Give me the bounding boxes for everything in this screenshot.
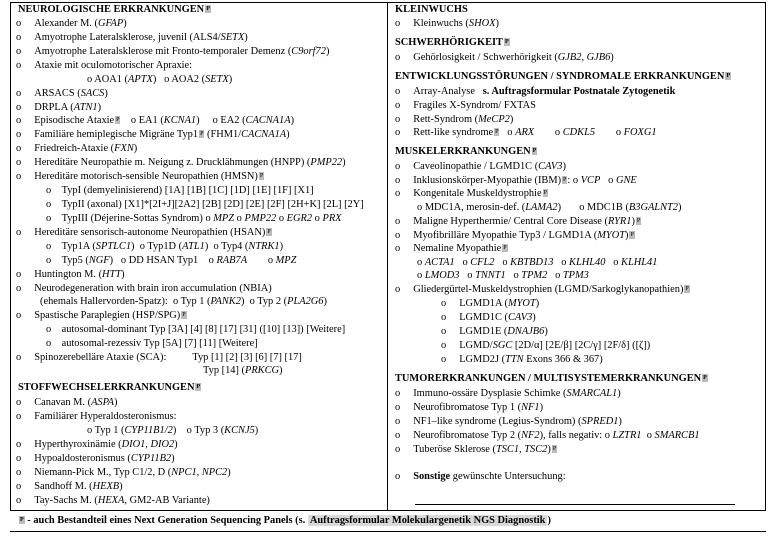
section-neurological: NEUROLOGISCHE ERKRANKUNGEN P xyxy=(18,4,210,15)
checkbox-arsacs[interactable]: o ARSACS (SACS) xyxy=(16,88,108,99)
checkbox-myofibrillar[interactable]: o Myofibrilläre Myopathie Typ3 / LGMD1A (MYOT) P xyxy=(395,230,634,241)
section-kleinwuchs: KLEINWUCHS xyxy=(395,4,468,15)
kongenitale-types[interactable]: o MDC1A, merosin-def. (LAMA2) o MDC1B (B3GALNT2) xyxy=(417,202,682,213)
checkbox-fragile-x[interactable]: o Fragiles X-Syndrom/ FXTAS xyxy=(395,100,536,111)
checkbox-hmsn[interactable]: o Hereditäre motorisch-sensible Neuropathien (HMSN) P xyxy=(16,171,264,182)
checkbox-nemaline[interactable]: o Nemaline Myopathie P xyxy=(395,243,507,254)
checkbox-hnpp[interactable]: o Hereditäre Neuropathie m. Neigung z. Drucklähmungen (HNPP) (PMP22) xyxy=(16,157,346,168)
section-hearing: SCHWERHÖRIGKEIT P xyxy=(395,37,509,48)
hsan-types-2[interactable]: o Typ5 (NGF) o DD HSAN Typ1 o RAB7A o MPZ xyxy=(46,255,297,266)
checkbox-als4[interactable]: o Amyotrophe Lateralsklerose, juvenil (ALS4/SETX) xyxy=(16,32,248,43)
checkbox-aoa[interactable]: o Ataxie mit oculomotorischer Apraxie: xyxy=(16,60,193,71)
checkbox-lgmd1e[interactable]: o LGMD1E (DNAJB6) xyxy=(441,326,548,337)
nemaline-genes-1[interactable]: o ACTA1 o CFL2 o KBTBD13 o KLHL40 o KLHL41 xyxy=(417,257,658,268)
checkbox-hmsn-typ3[interactable]: o TypIII (Déjerine-Sottas Syndrom) o MPZ o PMP22 o EGR2 o PRX xyxy=(46,213,342,224)
checkbox-hyperaldo[interactable]: o Familiärer Hyperaldosteronismus: xyxy=(16,411,177,422)
checkbox-nf2[interactable]: o Neurofibromatose Typ 2 (NF2), falls negativ: o LZTR1 o SMARCB1 xyxy=(395,430,700,441)
frame-bottom xyxy=(10,510,766,511)
checkbox-ibm[interactable]: o Inklusionskörper-Myopathie (IBM) P: o VCP o GNE xyxy=(395,175,637,186)
checkbox-sonstige[interactable]: o Sonstige gewünschte Untersuchung: xyxy=(395,471,566,482)
ngs-form-link[interactable]: Auftragsformular Molekulargenetik NGS Diagnostik xyxy=(309,515,546,526)
checkbox-huntington[interactable]: o Huntington M. (HTT) xyxy=(16,269,125,280)
frame-top xyxy=(10,2,766,3)
sca-types-2[interactable]: Typ [14] (PRKCG) xyxy=(203,365,283,376)
section-muscle: MUSKELERKRANKUNGEN P xyxy=(395,146,537,157)
hsan-types-1[interactable]: o Typ1A (SPTLC1) o Typ1D (ATL1) o Typ4 (NTRK1) xyxy=(46,241,284,252)
checkbox-hyperthyroxinemia[interactable]: o Hyperthyroxinämie (DIO1, DIO2) xyxy=(16,439,178,450)
checkbox-nf1[interactable]: o Neurofibromatose Typ 1 (NF1) xyxy=(395,402,544,413)
checkbox-friedreich[interactable]: o Friedreich-Ataxie (FXN) xyxy=(16,143,138,154)
checkbox-shox[interactable]: o Kleinwuchs (SHOX) xyxy=(395,18,499,29)
checkbox-kongenitale[interactable]: o Kongenitale Muskeldystrophie P xyxy=(395,188,547,199)
hyperaldo-types[interactable]: o Typ 1 (CYP11B1/2) o Typ 3 (KCNJ5) xyxy=(87,425,259,436)
checkbox-array[interactable]: o Array-Analyse s. Auftragsformular Postnatale Zytogenetik xyxy=(395,86,676,97)
checkbox-alexander[interactable]: o Alexander M. (GFAP) xyxy=(16,18,127,29)
checkbox-lgmd[interactable]: o Gliedergürtel-Muskeldystrophien (LGMD/Sarkoglykanopathien) P xyxy=(395,284,689,295)
checkbox-tsc[interactable]: o Tuberöse Sklerose (TSC1, TSC2) P xyxy=(395,444,557,455)
checkbox-hsp[interactable]: o Spastische Paraplegien (HSP/SPG) P xyxy=(16,310,186,321)
checkbox-drpla[interactable]: o DRPLA (ATN1) xyxy=(16,102,102,113)
checkbox-episodic-ataxia[interactable]: o Episodische Ataxie P o EA1 (KCNA1) o EA2 (CACNA1A) xyxy=(16,115,295,126)
nbia-types[interactable]: (ehemals Hallervorden-Spatz): o Typ 1 (PANK2) o Typ 2 (PLA2G6) xyxy=(40,296,327,307)
checkbox-hypoaldo[interactable]: o Hypoaldosteronismus (CYP11B2) xyxy=(16,453,175,464)
checkbox-als-ftd[interactable]: o Amyotrophe Lateralsklerose mit Fronto-temporaler Demenz (C9orf72) xyxy=(16,46,330,57)
checkbox-rett-like[interactable]: o Rett-like syndrome P o ARX o CDKL5 o FOXG1 xyxy=(395,127,657,138)
aoa-subtypes[interactable]: o AOA1 (APTX) o AOA2 (SETX) xyxy=(87,74,233,85)
checkbox-gjb2[interactable]: o Gehörlosigkeit / Schwerhörigkeit (GJB2, GJB6) xyxy=(395,52,614,63)
frame-right xyxy=(765,2,766,510)
checkbox-hsp-ad[interactable]: o autosomal-dominant Typ [3A] [4] [8] [17] [31] ([10] [13]) [Weitere] xyxy=(46,324,346,335)
checkbox-niemann-pick[interactable]: o Niemann-Pick M., Typ C1/2, D (NPC1, NPC2) xyxy=(16,467,231,478)
checkbox-tay-sachs[interactable]: o Tay-Sachs M. (HEXA, GM2-AB Variante) xyxy=(16,495,210,506)
section-metabolic: STOFFWECHSELERKRANKUNGEN P xyxy=(18,382,201,393)
checkbox-lgmd1a[interactable]: o LGMD1A (MYOT) xyxy=(441,298,540,309)
nemaline-genes-2[interactable]: o LMOD3 o TNNT1 o TPM2 o TPM3 xyxy=(417,270,589,281)
frame-divider xyxy=(387,2,388,510)
checkbox-ryr1[interactable]: o Maligne Hyperthermie/ Central Core Disease (RYR1) P xyxy=(395,216,641,227)
checkbox-hmsn-typ2[interactable]: o TypII (axonal) [X1]*[2I+J][2A2] [2B] [2D] [2E] [2F] [2H+K] [2L] [2Y] xyxy=(46,199,364,210)
checkbox-lgmd1c[interactable]: o LGMD1C (CAV3) xyxy=(441,312,536,323)
section-development: ENTWICKLUNGSSTÖRUNGEN / SYNDROMALE ERKRANKUNGEN P xyxy=(395,71,731,82)
checkbox-fhm1[interactable]: o Familiäre hemiplegische Migräne Typ1 P (FHM1/CACNA1A) xyxy=(16,129,290,140)
checkbox-hsp-ar[interactable]: o autosomal-rezessiv Typ [5A] [7] [11] [Weitere] xyxy=(46,338,258,349)
checkbox-canavan[interactable]: o Canavan M. (ASPA) xyxy=(16,397,118,408)
checkbox-rett[interactable]: o Rett-Syndrom (MeCP2) xyxy=(395,114,514,125)
footer-bottom-line xyxy=(10,531,766,532)
checkbox-legius[interactable]: o NF1–like syndrome (Legius-Syndrom) (SPRED1) xyxy=(395,416,622,427)
frame-left xyxy=(10,2,11,510)
checkbox-hsan[interactable]: o Hereditäre sensorisch-autonome Neuropathien (HSAN) P xyxy=(16,227,271,238)
checkbox-lgmd-sgc[interactable]: o LGMD/SGC [2D/α] [2E/β] [2C/γ] [2F/δ] ([ζ]) xyxy=(441,340,651,351)
checkbox-hmsn-typ1[interactable]: o TypI (demyelinisierend) [1A] [1B] [1C] [1D] [1E] [1F] [X1] xyxy=(46,185,314,196)
checkbox-nbia[interactable]: o Neurodegeneration with brain iron accumulation (NBIA) xyxy=(16,283,272,294)
section-tumor: TUMORERKRANKUNGEN / MULTISYSTEMERKRANKUNGEN P xyxy=(395,373,707,384)
checkbox-lgmd2j[interactable]: o LGMD2J (TTN Exons 366 & 367) xyxy=(441,354,603,365)
checkbox-sca[interactable]: o Spinozerebelläre Ataxie (SCA): Typ [1] [2] [3] [6] [7] [17] xyxy=(16,352,302,363)
checkbox-caveolin[interactable]: o Caveolinopathie / LGMD1C (CAV3) xyxy=(395,161,566,172)
footer-note: P - auch Bestandteil eines Next Generation Sequencing Panels (s. Auftragsformular Molekulargenetik NGS Diagnostik ) xyxy=(20,515,551,526)
checkbox-schimke[interactable]: o Immuno-ossäre Dysplasie Schimke (SMARCAL1) xyxy=(395,388,621,399)
sonstige-input-line[interactable] xyxy=(415,504,735,505)
checkbox-sandhoff[interactable]: o Sandhoff M. (HEXB) xyxy=(16,481,123,492)
